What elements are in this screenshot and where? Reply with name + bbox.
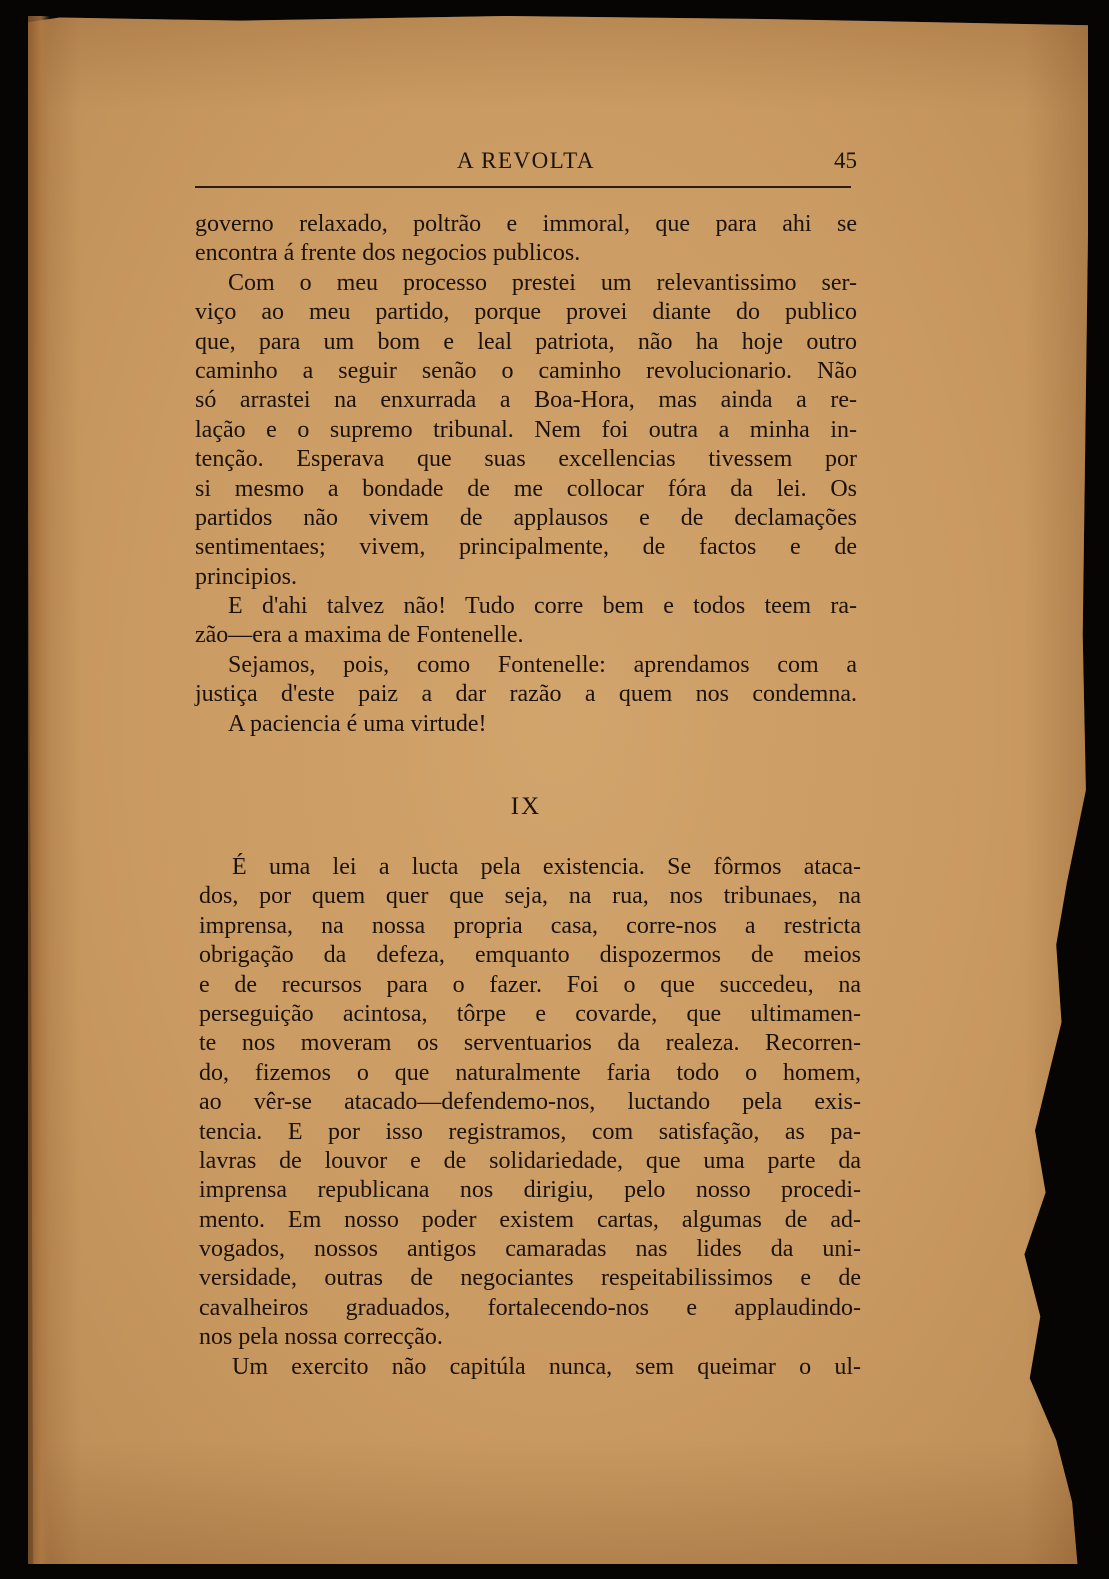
text-line: obrigação da defeza, emquanto dispozermos de meios — [199, 942, 861, 969]
page-number: 45 — [834, 148, 857, 173]
text-line: viço ao meu partido, porque provei diante do publico — [195, 299, 857, 326]
header-rule — [195, 186, 851, 188]
text-line: lavras de louvor e de solidariedade, que uma parte da — [199, 1147, 861, 1174]
text-line: te nos moveram os serventuarios da realeza. Recorren- — [199, 1030, 861, 1057]
text-line: vogados, nossos antigos camaradas nas lides da uni- — [199, 1236, 861, 1263]
text-line: partidos não vivem de applausos e de declamações — [195, 504, 857, 531]
text-line: imprensa, na nossa propria casa, corre-nos a restricta — [199, 912, 861, 939]
text-line: cavalheiros graduados, fortalecendo-nos e applaudindo- — [199, 1294, 861, 1321]
text-line: E d'ahi talvez não! Tudo corre bem e todos teem ra- — [228, 593, 857, 620]
text-line: só arrastei na enxurrada a Boa-Hora, mas ainda a re- — [195, 387, 857, 414]
text-line: caminho a seguir senão o caminho revolucionario. Não — [195, 357, 857, 384]
text-line: que, para um bom e leal patriota, não ha hoje outro — [195, 328, 857, 355]
text-line: principios. — [195, 563, 297, 590]
page-spine-shadow — [28, 16, 50, 1564]
text-line: lação e o supremo tribunal. Nem foi outra a minha in- — [195, 416, 857, 443]
running-header — [195, 146, 857, 178]
text-line: tencia. E por isso registramos, com satisfação, as pa- — [199, 1118, 861, 1145]
text-line: nos pela nossa correcção. — [199, 1324, 443, 1351]
text-line: Com o meu processo prestei um relevantissimo ser- — [228, 269, 857, 296]
text-line: sentimentaes; vivem, principalmente, de factos e de — [195, 534, 857, 561]
text-line: mento. Em nosso poder existem cartas, algumas de ad- — [199, 1206, 861, 1233]
text-line: A paciencia é uma virtude! — [228, 710, 487, 737]
text-line: É uma lei a lucta pela existencia. Se fôrmos ataca- — [232, 854, 861, 880]
text-line: Sejamos, pois, como Fontenelle: aprendamos com a — [228, 651, 857, 678]
text-line: governo relaxado, poltrão e immoral, que para ahi se — [195, 211, 857, 237]
text-line: justiça d'este paiz a dar razão a quem nos condemna. — [195, 681, 857, 708]
text-line: encontra á frente dos negocios publicos. — [195, 240, 581, 267]
text-line: dos, por quem quer que seja, na rua, nos tribunaes, na — [199, 883, 861, 910]
text-line: do, fizemos o que naturalmente faria todo o homem, — [199, 1059, 861, 1086]
text-block-after-chapter — [199, 853, 861, 1382]
chapter-heading: IX — [510, 793, 542, 820]
text-line: imprensa republicana nos dirigiu, pelo nosso procedi- — [199, 1177, 861, 1204]
text-line: e de recursos para o fazer. Foi o que succedeu, na — [199, 971, 861, 998]
running-title: A REVOLTA — [457, 148, 595, 173]
text-line: perseguição acintosa, tôrpe e covarde, que ultimamen- — [199, 1000, 861, 1027]
text-line: ao vêr-se atacado—defendemo-nos, luctando pela exis- — [199, 1089, 861, 1116]
text-line: tenção. Esperava que suas excellencias tivessem por — [195, 446, 857, 473]
text-line: si mesmo a bondade de me collocar fóra da lei. Os — [195, 475, 857, 502]
text-line: versidade, outras de negociantes respeitabilissimos e de — [199, 1265, 861, 1292]
text-block-before-chapter — [195, 210, 857, 739]
text-line: Um exercito não capitúla nunca, sem queimar o ul- — [232, 1353, 861, 1380]
text-line: zão—era a maxima de Fontenelle. — [195, 622, 524, 649]
